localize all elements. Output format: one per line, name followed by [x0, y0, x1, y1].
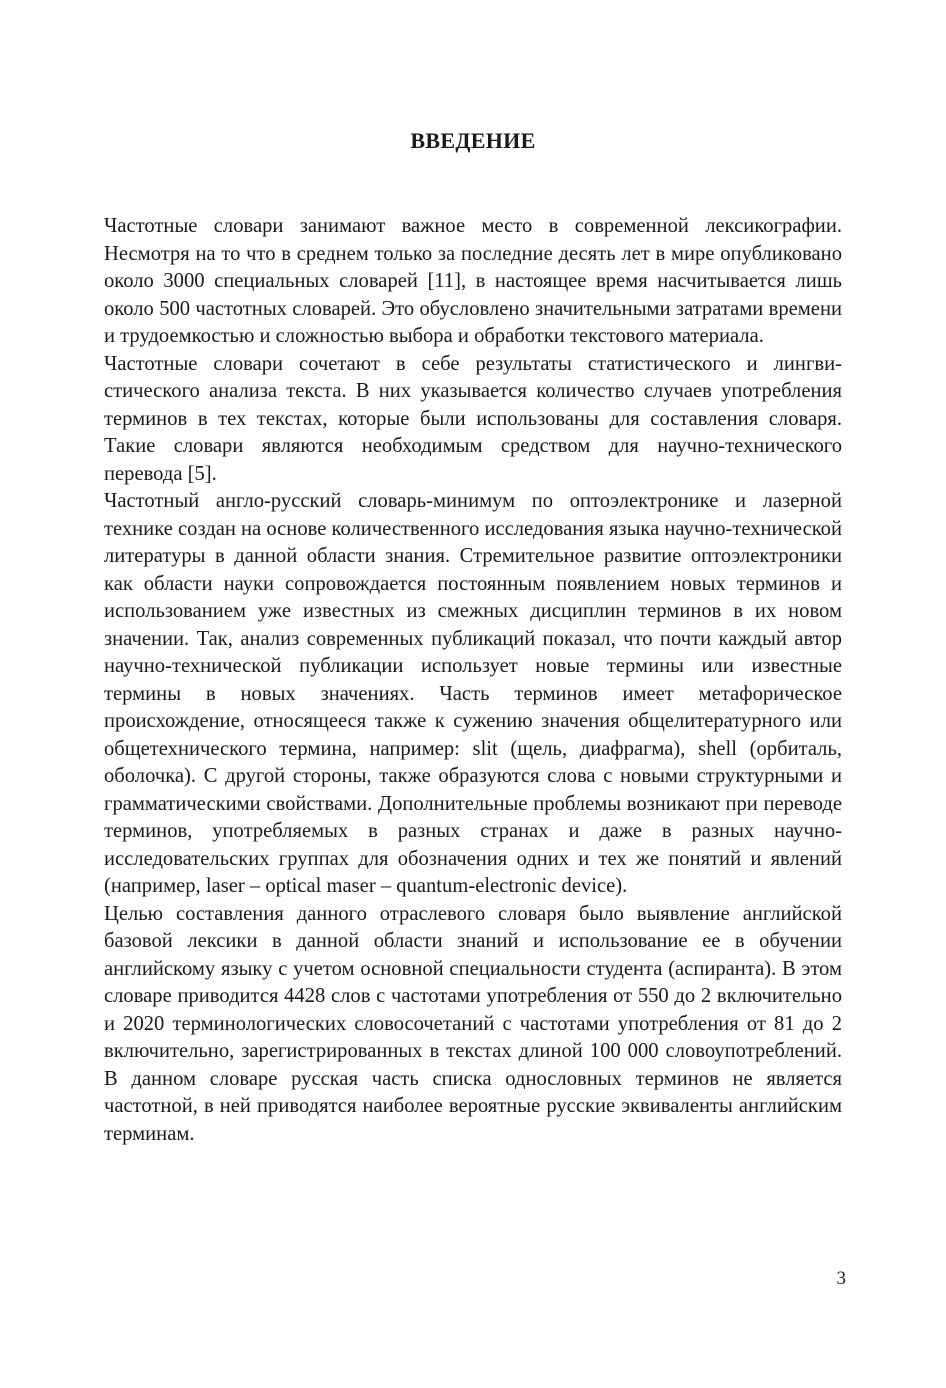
- paragraph-3: Частотный англо-русский словарь-минимум по оптоэлектронике и лазерной технике создан на основе количественного исследования языка научно-технической литературы в данной области знания. Стремительное развитие оптоэлектроники как области науки сопровождается постоянным появлением новых терминов и использованием уже известных из смежных дисциплин терминов в их новом значении. Так, анализ современных публикаций показал, что почти каждый автор научно-технической публикации использует новые термины или известные термины в новых значениях. Часть терминов имеет метафорическое происхождение, относящееся также к сужению значения общелитературного или общетехнического термина, например: slit (щель, диафрагма), shell (орбиталь, оболочка). С другой стороны, также образуются слова с новыми структурными и грамматическими свойствами. Дополнительные проблемы возникают при переводе терминов, употребляемых в разных странах и даже в разных научно-исследовательских группах для обозначения одних и тех же понятий и явлений (например, laser – optical maser – quantum-electronic device).: [104, 490, 842, 897]
- paragraph-4: Целью составления данного отраслевого словаря было выявление английской базовой лексики в данной области знаний и использование ее в обучении английскому языку с учетом основной специальности студента (аспиранта). В этом словаре приводится 4428 слов с частотами употребления от 550 до 2 включительно и 2020 терминологических словосочетаний с частотами употребления от 81 до 2 включительно, зарегистрированных в текстах длиной 100 000 словоупотреблений. В данном словаре русская часть списка однословных терминов не является частотной, в ней приводятся наиболее вероятные русские эквиваленты английским терминам.: [104, 902, 842, 1145]
- body-text: [104, 213, 842, 1148]
- paragraph-2: Частотные словари сочетают в себе результаты статистического и лингвистического анализа текста. В них указывается количество случаев употребления терминов в тех текстах, которые были использованы для составления словаря. Такие словари являются необходимым средством для научно-технического перевода [5].: [104, 352, 842, 485]
- page-number: 3: [836, 1268, 846, 1289]
- paragraph-1: Частотные словари занимают важное место в современной лексикографии. Несмотря на то что в среднем только за последние десять лет в мире опубликовано около 3000 специальных словарей [11], в настоящее время насчитывается лишь около 500 частотных словарей. Это обусловлено значительными затратами времени и трудоемкостью и сложностью выбора и обработки текстового материала.: [104, 215, 842, 347]
- page-title: ВВЕДЕНИЕ: [410, 128, 536, 153]
